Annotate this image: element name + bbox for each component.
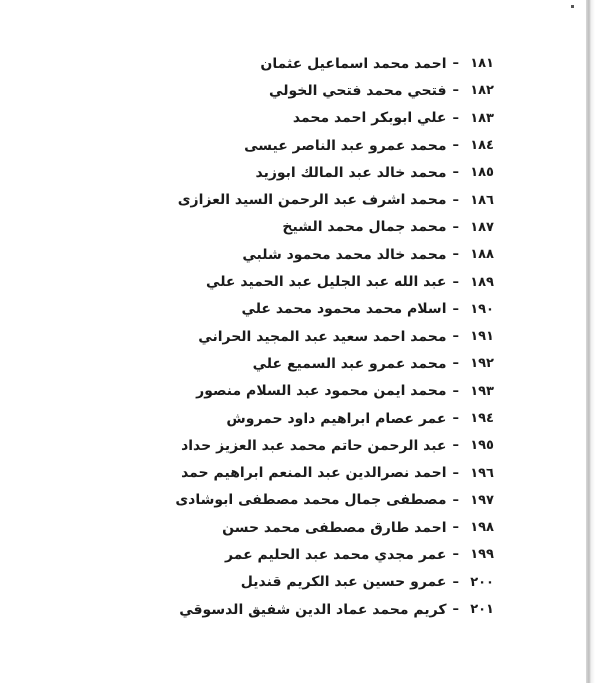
list-item [114,596,494,623]
list-item [114,487,494,514]
entry-separator: – [452,411,459,426]
entry-name: عمر عصام ابراهيم داود حمروش [226,410,447,427]
entry-name: احمد محمد اسماعيل عثمان [260,55,447,72]
entry-name: مصطفى جمال محمد مصطفى ابوشادى [175,492,447,509]
list-item [114,541,494,568]
entry-number: ١٨٣ [470,110,494,126]
entry-name: عمر مجدي محمد عبد الحليم عمر [224,546,447,563]
entry-name: احمد نصرالدين عبد المنعم ابراهيم حمد [181,465,447,482]
entry-separator: – [452,574,459,590]
list-item [114,159,494,186]
entry-name: محمد اشرف عبد الرحمن السيد العزازى [177,192,447,209]
entry-number: ١٨٩ [470,274,494,290]
entry-name: كريم محمد عماد الدين شفيق الدسوقي [179,601,447,618]
entry-number: ١٨٨ [470,247,494,263]
list-item [114,50,494,77]
list-item [114,268,494,295]
entry-name: احمد طارق مصطفى محمد حسن [222,519,447,536]
entry-separator: – [452,56,459,72]
list-item [114,405,494,432]
entry-separator: – [452,602,459,618]
name-list [114,50,494,623]
list-item [114,514,494,541]
list-item [114,378,494,405]
list-item [114,241,494,268]
list-item [114,105,494,132]
entry-number: ١٩٠ [470,301,494,317]
entry-separator: – [452,520,459,536]
list-item [114,350,494,377]
entry-number: ١٩٦ [470,465,494,481]
entry-number: ١٨١ [470,56,494,72]
entry-number: ١٨٤ [470,138,494,154]
entry-name: محمد ايمن محمود عبد السلام منصور [196,383,447,400]
entry-separator: – [452,138,459,154]
entry-number: ١٨٢ [470,83,494,99]
entry-name: عبد الرحمن حاتم محمد عبد العزيز حداد [181,437,447,454]
entry-number: ١٨٦ [470,192,494,208]
list-item [114,323,494,350]
entry-number: ١٩٧ [470,492,494,508]
entry-name: علي ابوبكر احمد محمد [292,110,447,127]
entry-separator: – [452,83,459,99]
entry-separator: – [452,219,459,235]
entry-name: محمد احمد سعيد عبد المجيد الحراني [198,328,447,345]
entry-separator: – [452,465,459,481]
entry-separator: – [452,383,459,399]
entry-separator: – [452,492,459,508]
entry-name: محمد خالد عبد المالك ابوزيد [255,164,447,181]
entry-name: محمد عمرو عبد السميع علي [252,355,447,372]
scan-mark [571,5,574,8]
entry-number: ١٨٥ [470,165,494,181]
list-item [114,132,494,159]
list-item [114,569,494,596]
entry-name: فتحي محمد فتحي الخولي [269,82,447,99]
entry-name: محمد عمرو عبد الناصر عيسى [244,137,447,154]
entry-number: ١٨٧ [470,219,494,235]
entry-number: ١٩٥ [470,438,494,454]
entry-number: ١٩٩ [470,547,494,563]
entry-separator: – [452,547,459,563]
entry-name: محمد خالد محمد محمود شلبي [242,246,447,263]
entry-separator: – [452,165,459,181]
list-item [114,77,494,104]
entry-name: محمد جمال محمد الشيخ [282,219,447,236]
entry-separator: – [452,192,459,208]
entry-separator: – [452,329,459,345]
list-item [114,459,494,486]
entry-separator: – [452,356,459,372]
list-item [114,296,494,323]
page-edge-shadow [586,0,600,683]
list-item [114,432,494,459]
entry-number: ١٩٨ [470,520,494,536]
list-item [114,214,494,241]
entry-number: ١٩٣ [470,383,494,399]
entry-separator: – [452,274,459,290]
entry-name: عبد الله عبد الجليل عبد الحميد علي [206,274,447,291]
entry-number: ٢٠١ [470,602,494,618]
entry-number: ١٩٤ [470,411,494,426]
entry-name: اسلام محمد محمود محمد علي [241,301,447,318]
entry-number: ١٩٢ [470,356,494,372]
entry-separator: – [452,438,459,454]
entry-separator: – [452,301,459,317]
entry-number: ١٩١ [470,329,494,345]
entry-separator: – [452,247,459,263]
list-item [114,186,494,213]
entry-separator: – [452,110,459,126]
entry-number: ٢٠٠ [470,574,494,590]
entry-name: عمرو حسين عبد الكريم قنديل [240,574,447,591]
